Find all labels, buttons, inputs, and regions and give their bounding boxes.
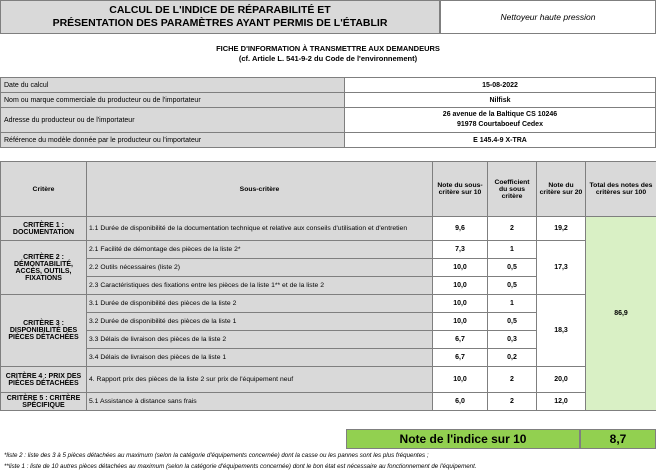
info-value: Nilfisk (345, 93, 656, 108)
product-type: Nettoyeur haute pression (440, 0, 656, 34)
info-value: E 145.4-9 X-TRA (345, 133, 656, 148)
criterion-note20: 19,2 (537, 217, 586, 241)
criterion-note20: 12,0 (537, 393, 586, 411)
total-notes: 86,9 (586, 217, 656, 411)
sub-coef: 1 (488, 295, 537, 313)
table-row (1, 217, 656, 241)
header-title-line1: CALCUL DE L'INDICE DE RÉPARABILITÉ ET (109, 4, 331, 16)
score-label: Note de l'indice sur 10 (346, 429, 580, 449)
sub-note: 10,0 (433, 259, 488, 277)
criterion-name: CRITÈRE 3 : DISPONIBILITÉ DES PIÈCES DÉTACHÉES (1, 295, 87, 367)
header-sous-critere: Sous-critère (87, 162, 433, 217)
fiche-heading (0, 44, 656, 64)
sub-criterion: 4. Rapport prix des pièces de la liste 2 sur prix de l'équipement neuf (87, 367, 433, 393)
sub-coef: 0,5 (488, 313, 537, 331)
sub-criterion: 1.1 Durée de disponibilité de la documentation technique et relative aux conseils d'utilisation et d'entretien (87, 217, 433, 241)
info-value (345, 108, 656, 133)
sub-criterion: 3.1 Durée de disponibilité des pièces de la liste 2 (87, 295, 433, 313)
info-value: 15-08-2022 (345, 78, 656, 93)
sub-note: 10,0 (433, 277, 488, 295)
info-row-address (1, 108, 656, 133)
sub-coef: 0,5 (488, 259, 537, 277)
criterion-note20: 18,3 (537, 295, 586, 367)
sub-criterion: 2.2 Outils nécessaires (liste 2) (87, 259, 433, 277)
criterion-name: CRITÈRE 5 : CRITÈRE SPÉCIFIQUE (1, 393, 87, 411)
criterion-note20: 17,3 (537, 241, 586, 295)
info-label: Date du calcul (1, 78, 345, 93)
table-row (1, 241, 656, 259)
sub-note: 6,7 (433, 331, 488, 349)
header-title (0, 0, 440, 34)
sub-note: 10,0 (433, 295, 488, 313)
fiche-line1: FICHE D'INFORMATION À TRANSMETTRE AUX DEMANDEURS (216, 44, 440, 53)
criterion-name: CRITÈRE 4 : PRIX DES PIÈCES DÉTACHÉES (1, 367, 87, 393)
info-table (0, 77, 656, 148)
score-value: 8,7 (580, 429, 656, 449)
info-row-date (1, 78, 656, 93)
criterion-note20: 20,0 (537, 367, 586, 393)
address-line1: 26 avenue de la Baltique CS 10246 (442, 111, 558, 118)
sub-coef: 0,3 (488, 331, 537, 349)
sub-criterion: 3.3 Délais de livraison des pièces de la liste 2 (87, 331, 433, 349)
info-row-model (1, 133, 656, 148)
sub-note: 6,0 (433, 393, 488, 411)
footnote-liste-1: **liste 1 : liste de 10 autres pièces détachées au maximum (selon la catégorie d'équipements concernée) dont le bon état est nécessaire au fonctionnement de l'équipement. (4, 463, 477, 470)
header-coef: Coefficient du sous critère (488, 162, 537, 217)
sub-criterion: 2.3 Caractéristiques des fixations entre les pièces de la liste 1** et de la liste 2 (87, 277, 433, 295)
sub-criterion: 3.2 Durée de disponibilité des pièces de la liste 1 (87, 313, 433, 331)
fiche-line2: (cf. Article L. 541-9-2 du Code de l'environnement) (238, 54, 418, 63)
sub-criterion: 3.4 Délais de livraison des pièces de la liste 1 (87, 349, 433, 367)
sub-coef: 1 (488, 241, 537, 259)
sub-coef: 2 (488, 367, 537, 393)
table-header-row (1, 162, 656, 217)
sub-note: 10,0 (433, 367, 488, 393)
header-critere: Critère (1, 162, 87, 217)
header-note-sous: Note du sous-critère sur 10 (433, 162, 488, 217)
sub-note: 6,7 (433, 349, 488, 367)
sub-criterion: 2.1 Facilité de démontage des pièces de la liste 2* (87, 241, 433, 259)
sub-note: 9,6 (433, 217, 488, 241)
table-row (1, 295, 656, 313)
address-line2: 91978 Courtaboeuf Cedex (457, 121, 543, 128)
sub-coef: 2 (488, 217, 537, 241)
header-note20: Note du critère sur 20 (537, 162, 586, 217)
sub-coef: 2 (488, 393, 537, 411)
header-total: Total des notes des critères sur 100 (586, 162, 656, 217)
info-label: Adresse du producteur ou de l'importateur (1, 108, 345, 133)
info-row-brand (1, 93, 656, 108)
sub-coef: 0,5 (488, 277, 537, 295)
info-label: Référence du modèle donnée par le producteur ou l'importateur (1, 133, 345, 148)
table-row (1, 367, 656, 393)
sub-note: 7,3 (433, 241, 488, 259)
sub-criterion: 5.1 Assistance à distance sans frais (87, 393, 433, 411)
header-title-line2: PRÉSENTATION DES PARAMÈTRES AYANT PERMIS DE L'ÉTABLIR (52, 17, 388, 29)
info-label: Nom ou marque commerciale du producteur ou de l'importateur (1, 93, 345, 108)
criteria-table (0, 161, 656, 411)
sub-note: 10,0 (433, 313, 488, 331)
criterion-name: CRITÈRE 2 : DÉMONTABILITÉ, ACCÈS, OUTILS, FIXATIONS (1, 241, 87, 295)
table-row (1, 393, 656, 411)
sub-coef: 0,2 (488, 349, 537, 367)
footnote-liste-2: *liste 2 : liste des 3 à 5 pièces détachées au maximum (selon la catégorie d'équipements concernée) dont la casse ou les pannes sont les plus fréquentes ; (4, 452, 429, 459)
criterion-name: CRITÈRE 1 : DOCUMENTATION (1, 217, 87, 241)
